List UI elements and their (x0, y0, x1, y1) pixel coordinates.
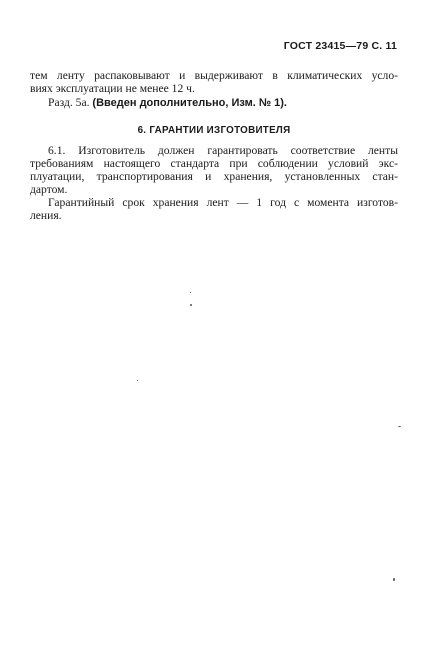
scan-speck (137, 380, 138, 381)
paragraph-6-1-line-2: требованиям настоящего стандарта при соблюдении условий экс- (30, 157, 398, 170)
amendment-text: (Введен дополнительно, Изм. № 1). (92, 97, 287, 109)
warranty-line-2: ления. (30, 209, 62, 222)
page-header: ГОСТ 23415—79 С. 11 (283, 40, 397, 52)
scan-speck (190, 292, 191, 293)
amendment-prefix: Разд. 5а. (48, 96, 90, 109)
scan-speck (398, 426, 401, 427)
paragraph-6-1-line-1: 6.1. Изготовитель должен гарантировать соответствие ленты (48, 144, 398, 157)
section-title: 6. ГАРАНТИИ ИЗГОТОВИТЕЛЯ (137, 125, 291, 136)
scan-speck (393, 578, 395, 581)
warranty-line-1: Гарантийный срок хранения лент — 1 год с момента изготов- (48, 196, 398, 209)
paragraph-6-1-line-4: дартом. (30, 183, 68, 196)
continuation-line-2: виях эксплуатации не менее 12 ч. (30, 82, 195, 95)
scan-speck (190, 304, 192, 306)
amendment-note (30, 96, 416, 110)
paragraph-6-1-line-3: плуатации, транспортирования и хранения, установленных стан- (30, 170, 398, 183)
continuation-line-1: тем ленту распаковывают и выдерживают в климатических усло- (30, 69, 398, 82)
